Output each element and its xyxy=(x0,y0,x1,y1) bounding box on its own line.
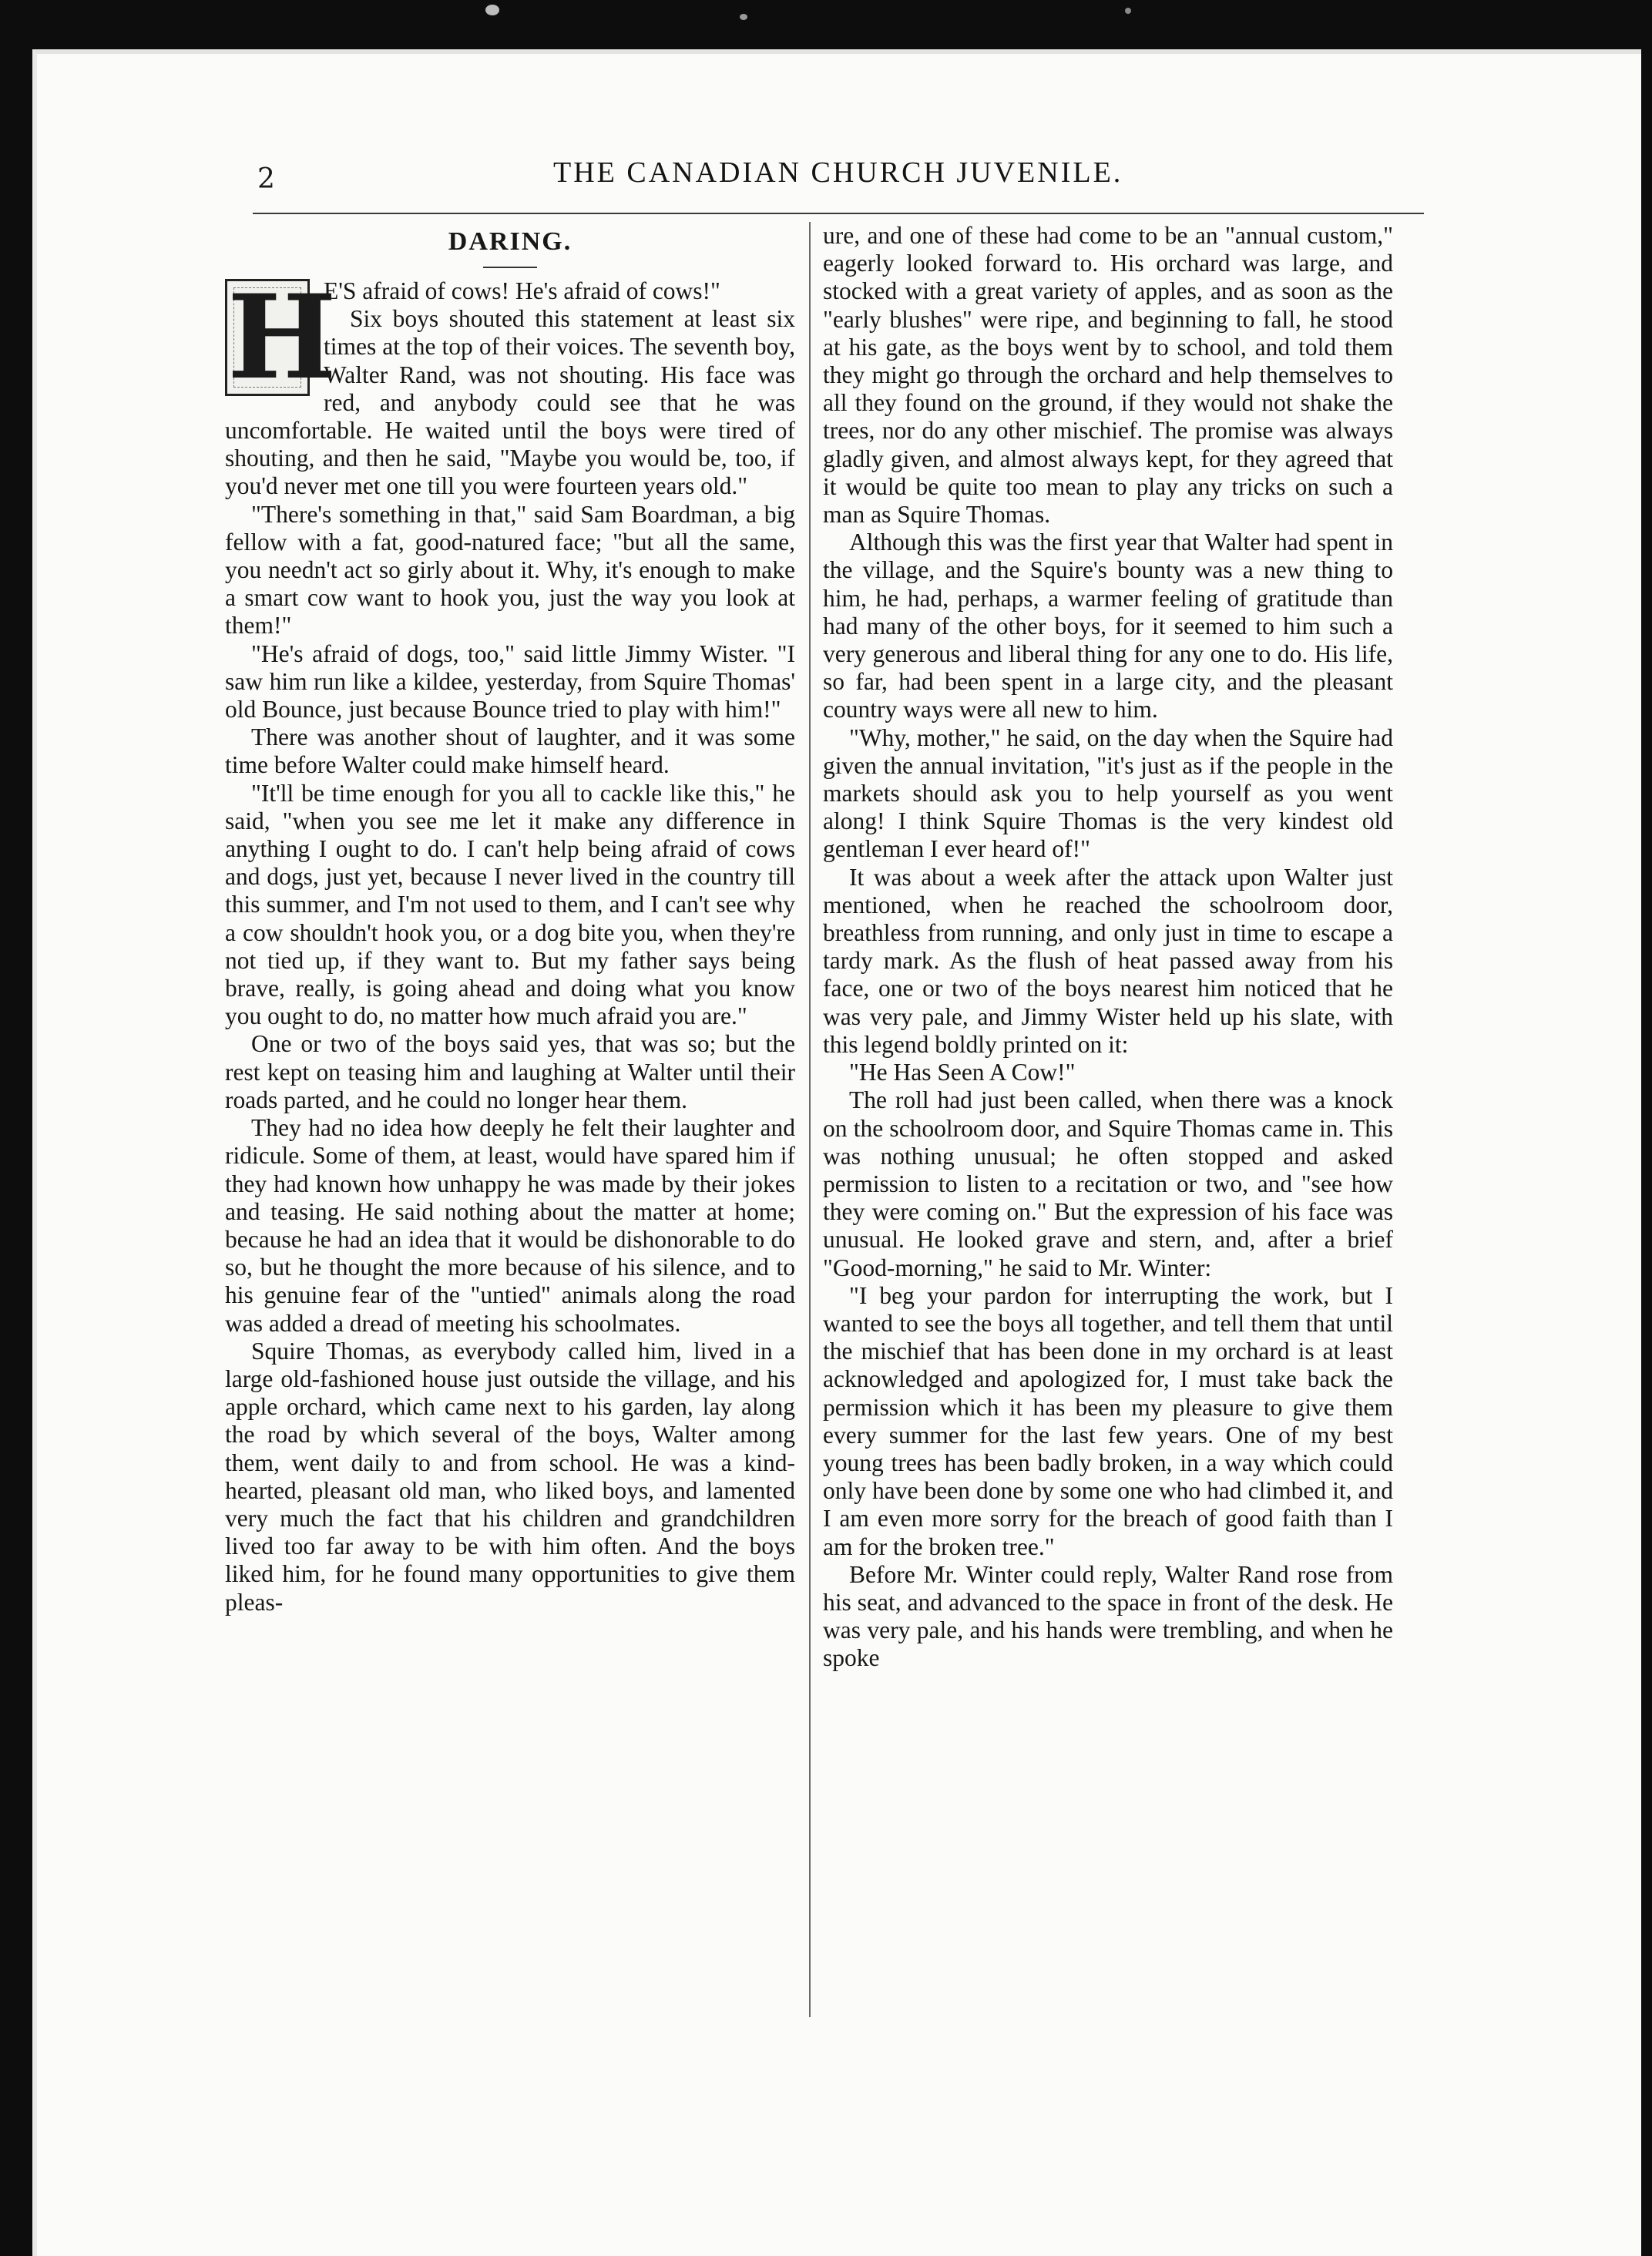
paragraph: "Why, mother," he said, on the day when the Squire had given the annual invitation, "it's just as if the people in the markets should ask you to help yourself as you went along! I think Squire Thomas is the very kindest old gentleman I ever heard of!" xyxy=(823,723,1393,863)
paragraph: They had no idea how deeply he felt their laughter and ridicule. Some of them, at least, would have spared him if they had known how unhappy he was made by their jokes and teasing. He said nothing about the matter at home; because he had an idea that it would be dishonorable to do so, but he thought the more because of his silence, and to his genuine fear of the "untied" animals along the road was added a dread of meeting his schoolmates. xyxy=(225,1114,795,1337)
dropcap xyxy=(225,270,337,405)
paragraph: ure, and one of these had come to be an "annual custom," eagerly looked forward to. His orchard was large, and stocked with a great variety of apples, and as soon as the "early blushes" were ripe, and beginning to fall, he stood at his gate, as the boys went by to school, and told them they might go through the orchard and help themselves to all they found on the ground, if they would not shake the trees, nor do any other mischief. The promise was always gladly given, and almost always kept, for they agreed that it would be quite too mean to play any tricks on such a man as Squire Thomas. xyxy=(823,222,1393,529)
paragraph: Six boys shouted this statement at least six times at the top of their voices. The seventh boy, Walter Rand, was not shouting. His face was red, and anybody could see that he was uncomfortable. He waited until the boys were tired of shouting, and then he said, "Maybe you would be, too, if you'd never met one till you were fourteen years old." xyxy=(225,305,795,500)
paragraph: There was another shout of laughter, and it was some time before Walter could make himself heard. xyxy=(225,723,795,779)
paragraph: "There's something in that," said Sam Boardman, a big fellow with a fat, good-natured face; "but all the same, you needn't act so girly about it. Why, it's enough to make a smart cow want to hook you, just the way you look at them!" xyxy=(225,500,795,640)
paragraph: It was about a week after the attack upon Walter just mentioned, when he reached the schoolroom door, breathless from running, and only just in time to escape a tardy mark. As the flush of heat passed away from his face, one or two of the boys nearest him noticed that he was very pale, and Jimmy Wister held up his slate, with this legend boldly printed on it: xyxy=(823,863,1393,1058)
paragraph: "He's afraid of dogs, too," said little Jimmy Wister. "I saw him run like a kildee, yesterday, from Squire Thomas' old Bounce, just because Bounce tried to play with him!" xyxy=(225,640,795,723)
page-header xyxy=(222,114,1425,195)
page-number: 2 xyxy=(257,163,275,195)
scan-speck xyxy=(1125,8,1131,14)
paragraph: "It'll be time enough for you all to cackle like this," he said, "when you see me let it make any difference in anything I ought to do. I can't help being afraid of cows and dogs, just yet, because I never lived in the country till this summer, and I'm not used to them, and I can't see why a cow shouldn't hook you, or a dog bite you, when they're not tied up, if they want to. But my father says being brave, really, is going ahead and doing what you know you ought to do, no matter how much afraid you are." xyxy=(225,779,795,1030)
right-column xyxy=(823,222,1393,1673)
paragraph: E'S afraid of cows! He's afraid of cows!" xyxy=(324,277,720,304)
column-divider xyxy=(809,222,811,2017)
paragraph: One or two of the boys said yes, that was so; but the rest kept on teasing him and laughing at Walter until their roads parted, and he could no longer hear them. xyxy=(225,1030,795,1113)
title-rule xyxy=(483,267,537,268)
slate-legend: "He Has Seen A Cow!" xyxy=(849,1059,1076,1086)
paragraph: Before Mr. Winter could reply, Walter Rand rose from his seat, and advanced to the space in front of the desk. He was very pale, and his hands were trembling, and when he spoke xyxy=(823,1560,1393,1672)
running-title: THE CANADIAN CHURCH JUVENILE. xyxy=(553,156,1123,189)
scan-speck xyxy=(485,5,499,15)
paragraph: Squire Thomas, as everybody called him, lived in a large old-fashioned house just outside the village, and his apple orchard, which came next to his garden, lay along the road by which several of the boys, Walter among them, went daily to and from school. He was a kind-hearted, pleasant old man, who liked boys, and lamented very much the fact that his children and grandchildren lived too far away to be with him often. And the boys liked him, for he found many opportunities to give them pleas- xyxy=(225,1337,795,1616)
left-column xyxy=(225,222,795,1616)
header-rule xyxy=(253,213,1424,214)
article-title: DARING. xyxy=(448,227,572,256)
scan-edge xyxy=(1641,49,1652,2256)
scan-speck xyxy=(740,14,747,20)
dropcap-letter: H xyxy=(227,270,337,405)
paragraph: The roll had just been called, when there was a knock on the schoolroom door, and Squire Thomas came in. This was nothing unusual; he often stopped and asked permission to listen to a recitation or two, and "see how they were coming on." But the expression of his face was unusual. He looked grave and stern, and, after a brief "Good-morning," he said to Mr. Winter: xyxy=(823,1086,1393,1281)
paragraph: Although this was the first year that Walter had spent in the village, and the Squire's bounty was a new thing to him, he had, perhaps, a warmer feeling of gratitude than had many of the other boys, for it seemed to him such a very generous and liberal thing for any one to do. His life, so far, had been spent in a large city, and the pleasant country ways were all new to him. xyxy=(823,529,1393,723)
paragraph: "I beg your pardon for interrupting the work, but I wanted to see the boys all together, and tell them that until the mischief that has been done in my orchard is at least acknowledged and apologized for, I must take back the permission which it has been my pleasure to give them every summer for the last few years. One of my best young trees has been badly broken, in a way which could only have been done by some one who had climbed it, and I am even more sorry for the breach of good faith than I am for the broken tree." xyxy=(823,1281,1393,1560)
